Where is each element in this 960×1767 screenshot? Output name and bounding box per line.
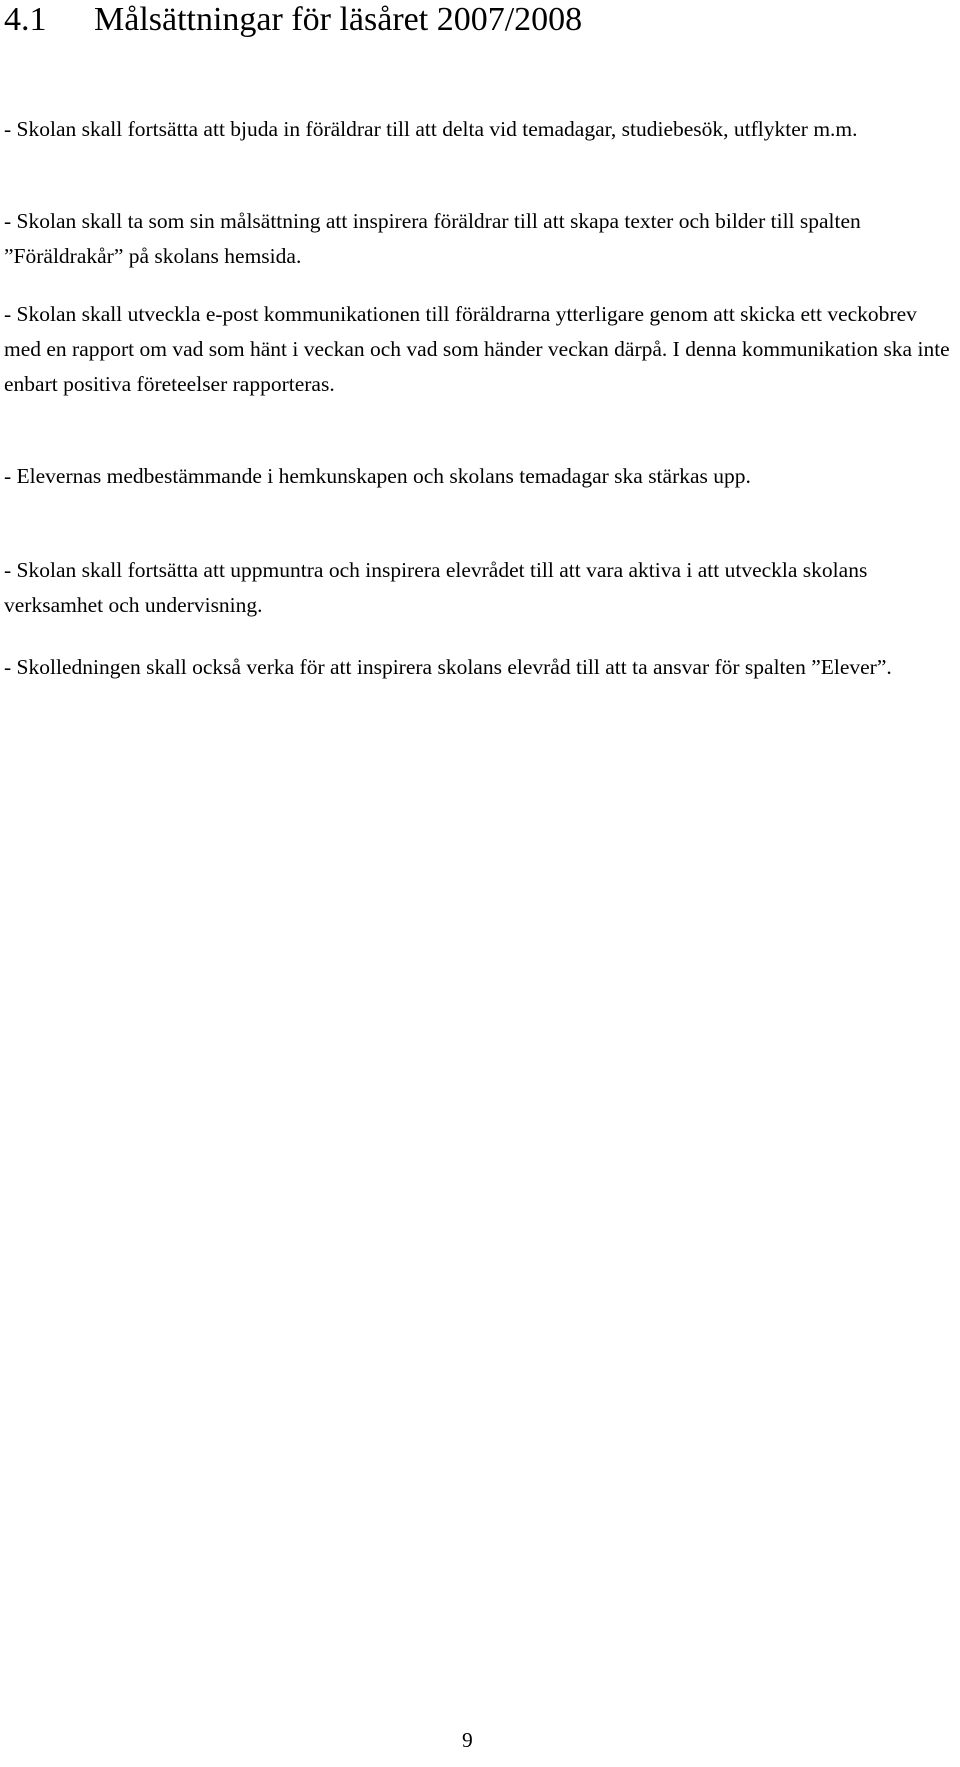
section-heading	[4, 0, 582, 40]
paragraph-email-communication: - Skolan skall utveckla e-post kommunikationen till föräldrarna ytterligare genom att skicka ett veckobrev med en rapport om vad som hänt i veckan och vad som händer veckan därpå. I denna kommunikation ska inte enbart positiva företeelser rapporteras.	[4, 302, 950, 396]
paragraph-student-influence: - Elevernas medbestämmande i hemkunskapen och skolans temadagar ska stärkas upp.	[4, 464, 751, 488]
paragraph-parent-texts: - Skolan skall ta som sin målsättning att inspirera föräldrar till att skapa texter och bilder till spalten ”Föräldrakår” på skolans hemsida.	[4, 209, 861, 268]
paragraph-student-column: - Skolledningen skall också verka för att inspirera skolans elevråd till att ta ansvar för spalten ”Elever”.	[4, 655, 892, 679]
section-title: Målsättningar för läsåret 2007/2008	[94, 1, 583, 38]
page-number: 9	[462, 1728, 473, 1752]
paragraph-parent-involvement: - Skolan skall fortsätta att bjuda in föräldrar till att delta vid temadagar, studiebesök, utflykter m.m.	[4, 117, 858, 141]
paragraph-student-council: - Skolan skall fortsätta att uppmuntra och inspirera elevrådet till att vara aktiva i att utveckla skolans verksamhet och undervisning.	[4, 558, 868, 617]
section-number: 4.1	[4, 1, 47, 38]
